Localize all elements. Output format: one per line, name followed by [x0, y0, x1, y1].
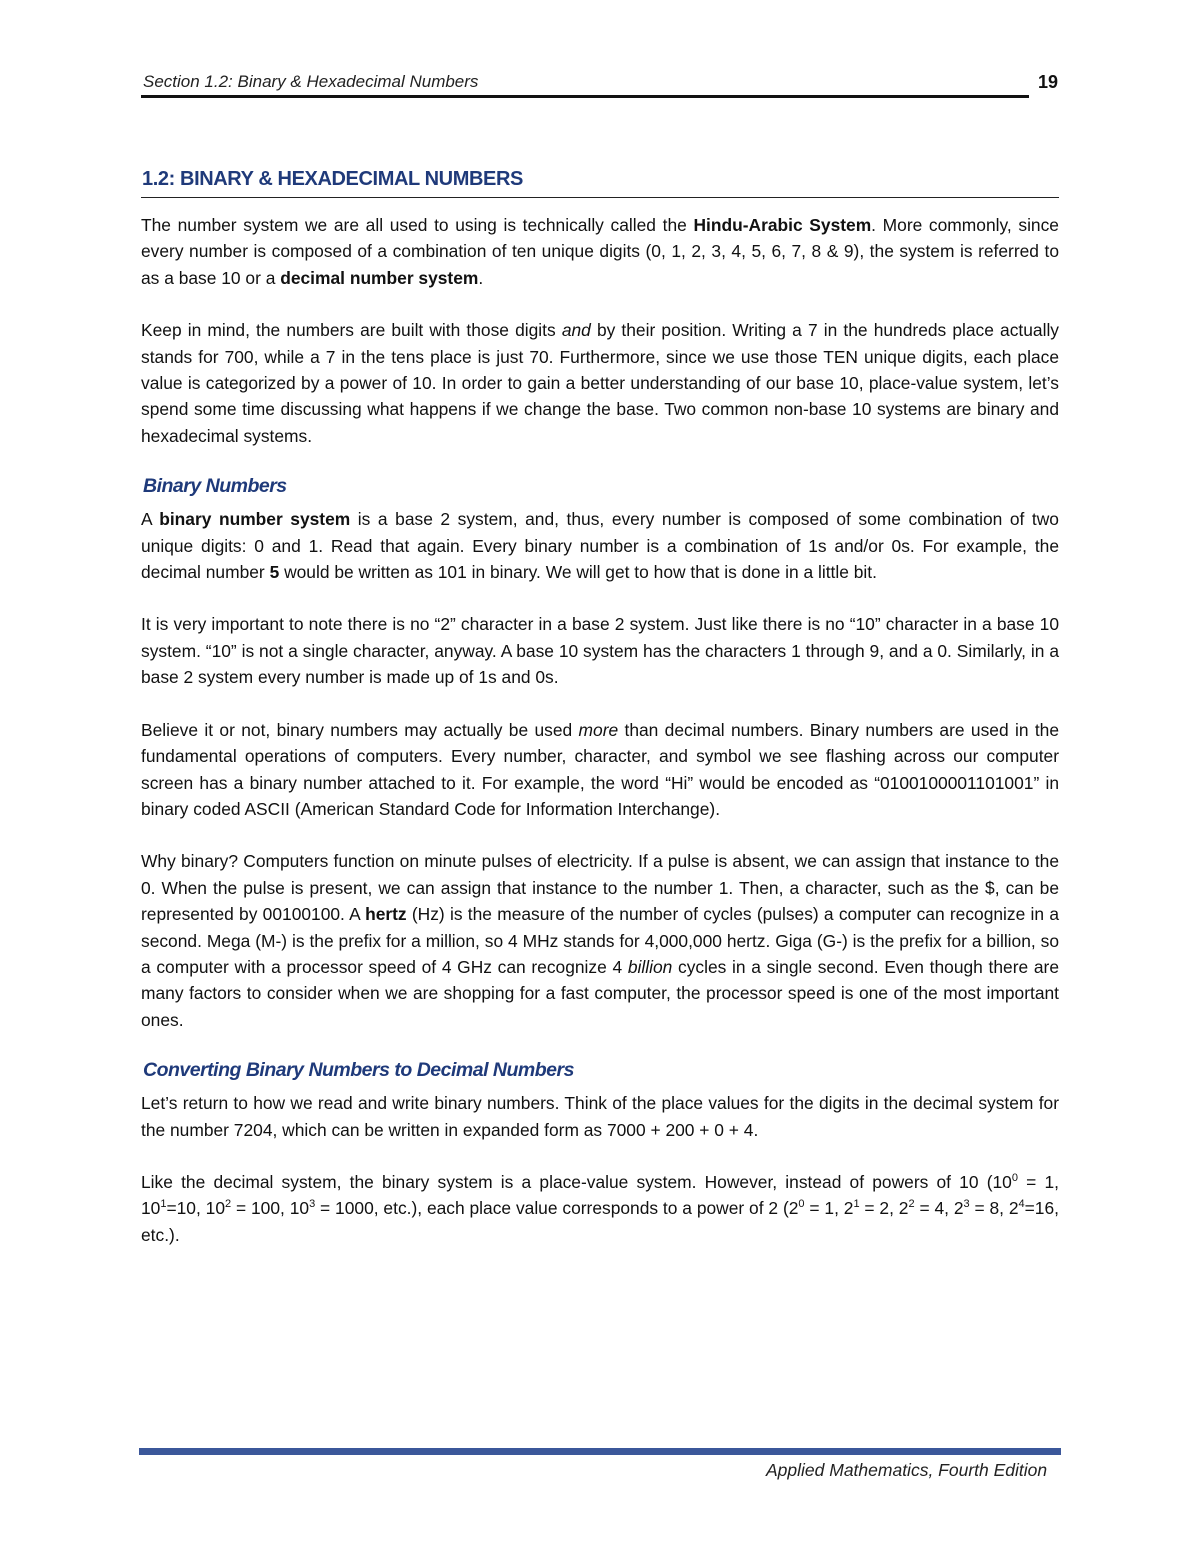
intro-paragraph-1	[141, 212, 1059, 291]
footer-rule	[139, 1448, 1061, 1455]
binary-paragraph-4	[141, 848, 1059, 1033]
term-hindu-arabic: Hindu-Arabic System	[693, 215, 872, 235]
text-run: = 1, 10	[141, 1171, 1059, 1219]
subheading-binary-numbers: Binary Numbers	[143, 475, 287, 498]
text-run: . More commonly, since every number is composed of a combination of ten unique digits (0, 1, 2, 3, 4, 5, 6, 7, 8 & 9), the system is referred to as a base 10 or a	[141, 215, 1059, 288]
binary-paragraph-1	[141, 506, 1059, 585]
text-run: Keep in mind, the numbers are built with those digits	[141, 320, 562, 341]
text-run: = 100, 10	[231, 1198, 310, 1219]
text-run: than decimal numbers. Binary numbers are used in the fundamental operations of computers. Every number, character, and symbol we see flashing across our computer screen has a binary number attached to it. For example, the word “Hi” would be encoded as “0100100001101001” in binary coded ASCII (American Standard Code for Information Interchange).	[141, 719, 1060, 819]
text-run: (Hz) is the measure of the number of cycles (pulses) a computer can recognize in a second. Mega (M-) is the prefix for a million, so 4 MHz stands for 4,000,000 hertz. Giga (G-) is the prefix for a billion, so a computer with a processor speed of 4 GHz can recognize 4	[141, 904, 1059, 977]
exponent: 1	[160, 1198, 167, 1211]
text-run: = 8, 2	[969, 1198, 1019, 1219]
text-run: by their position. Writing a 7 in the hundreds place actually stands for 700, while a 7 in the tens place is just 70. Furthermore, since we use those TEN unique digits, each place value is categorized by a power of 10. In order to gain a better understanding of our base 10, place-value system, let’s spend some time discussing what happens if we change the base. Two common non-base 10 systems are binary and hexadecimal systems.	[141, 320, 1060, 446]
exponent: 0	[1011, 1172, 1018, 1185]
term-binary-system: binary number system	[159, 509, 351, 530]
text-run: The number system we are all used to using is technically called the	[141, 215, 694, 235]
emphasis: billion	[627, 956, 673, 977]
exponent: 2	[225, 1198, 232, 1211]
binary-paragraph-3	[141, 717, 1059, 823]
header-section-title: Section 1.2: Binary & Hexadecimal Numbers	[143, 72, 479, 91]
subheading-converting: Converting Binary Numbers to Decimal Numbers	[143, 1059, 574, 1082]
emphasis: more	[578, 719, 619, 740]
text-run: = 1000, etc.), each place value corresponds to a power of 2 (2	[315, 1198, 799, 1219]
page-number: 19	[1038, 72, 1059, 92]
binary-paragraph-2: It is very important to note there is no “2” character in a base 2 system. Just like there is no “10” character in a base 10 system. “10” is not a single character, anyway. A base 10 system has the characters 1 through 9, and a 0. Similarly, in a base 2 system every number is made up of 1s and 0s.	[141, 614, 1059, 688]
exponent: 3	[309, 1198, 316, 1211]
header-rule	[141, 95, 1029, 98]
text-run: .	[478, 267, 484, 288]
text-run: cycles in a single second. Even though there are many factors to consider when we are shopping for a fast computer, the processor speed is one of the most important ones.	[141, 956, 1059, 1030]
text-run: would be written as 101 in binary. We will get to how that is done in a little bit.	[279, 562, 877, 583]
text-run: A	[141, 509, 160, 530]
text-run: Like the decimal system, the binary system is a place-value system. However, instead of powers of 10 (10	[141, 1171, 1012, 1192]
text-run: =16, etc.).	[141, 1198, 1059, 1245]
exponent: 4	[1018, 1198, 1025, 1211]
term-decimal-system: decimal number system	[280, 267, 479, 288]
exponent: 1	[853, 1198, 860, 1211]
footer-book-title: Applied Mathematics, Fourth Edition	[766, 1460, 1048, 1480]
term-hertz: hertz	[365, 904, 407, 925]
text-run: = 2, 2	[859, 1198, 909, 1219]
text-run: Believe it or not, binary numbers may actually be used	[141, 719, 579, 740]
converting-paragraph-2	[141, 1169, 1059, 1248]
running-header	[143, 70, 1028, 98]
emphasis: and	[561, 320, 591, 341]
text-run: Why binary? Computers function on minute pulses of electricity. If a pulse is absent, we can assign that instance to the 0. When the pulse is present, we can assign that instance to the number 1. Then, a character, such as the $, can be represented by 00100100. A	[141, 851, 1059, 925]
exponent: 0	[798, 1198, 805, 1211]
converting-paragraph-1: Let’s return to how we read and write binary numbers. Think of the place values for the digits in the decimal system for the number 7204, which can be written in expanded form as 7000 + 200 + 0 + 4.	[141, 1093, 1059, 1140]
text-run: = 1, 2	[804, 1198, 854, 1219]
exponent: 3	[963, 1198, 970, 1211]
text-run: =10, 10	[166, 1198, 226, 1219]
text-run: = 4, 2	[914, 1198, 964, 1219]
page-body	[141, 168, 1059, 1274]
text-run: is a base 2 system, and, thus, every number is composed of some combination of two unique digits: 0 and 1. Read that again. Every binary number is a combination of 1s and/or 0s. For example, the decimal number	[141, 509, 1059, 583]
bold-number: 5	[269, 562, 280, 583]
section-title: 1.2: BINARY & HEXADECIMAL NUMBERS	[141, 168, 1059, 198]
intro-paragraph-2	[141, 317, 1059, 449]
exponent: 2	[908, 1198, 915, 1211]
